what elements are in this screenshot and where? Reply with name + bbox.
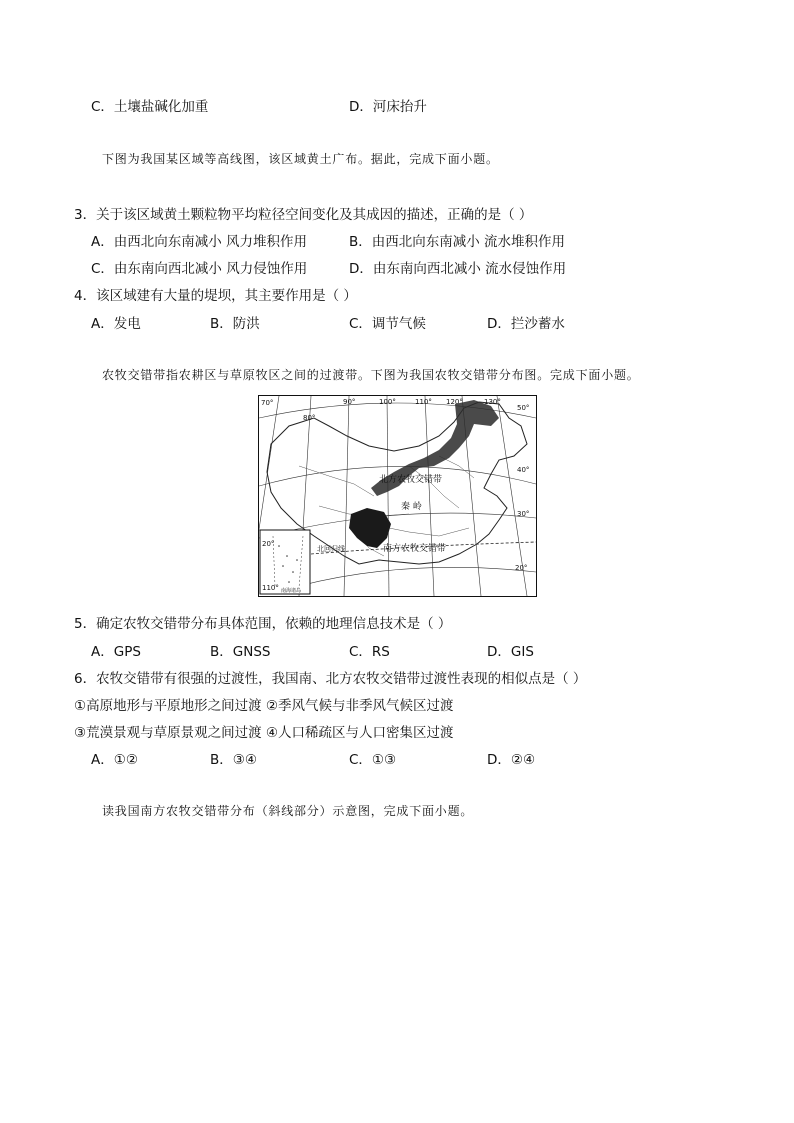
q4-option-a: A．发电 — [91, 316, 141, 332]
q5-stem: 5．确定农牧交错带分布具体范围，依赖的地理信息技术是（ ） — [74, 616, 452, 632]
north-ecotone-label: 北方农牧交错带 — [379, 475, 443, 485]
q6-option-c: C．①③ — [349, 752, 397, 768]
q5-option-b: B．GNSS — [210, 644, 271, 660]
intro-south-ecotone: 读我国南方农牧交错带分布（斜线部分）示意图，完成下面小题。 — [102, 804, 474, 818]
q5-option-a: A．GPS — [91, 644, 141, 660]
q5-option-c: C．RS — [349, 644, 390, 660]
south-ecotone-zone — [349, 508, 391, 548]
lon-label-70: 70° — [261, 399, 274, 407]
lon-label-80: 80° — [303, 414, 316, 422]
q6-option-a: A．①② — [91, 752, 138, 768]
q6-stem: 6．农牧交错带有很强的过渡性，我国南、北方农牧交错带过渡性表现的相似点是（ ） — [74, 671, 587, 687]
lat-label-30: 30° — [517, 510, 530, 518]
q6-statements-1: ①高原地形与平原地形之间过渡 ②季风气候与非季风气候区过渡 — [74, 698, 454, 714]
lat-label-50: 50° — [517, 404, 530, 412]
prev-option-d: D．河床抬升 — [349, 99, 427, 115]
lon-label-90: 90° — [343, 398, 356, 406]
lon-label-110: 110° — [415, 398, 432, 406]
ecotone-map-svg — [259, 396, 536, 596]
q3-stem: 3．关于该区域黄土颗粒物平均粒径空间变化及其成因的描述，正确的是（ ） — [74, 207, 533, 223]
inset-name-label: 南海诸岛 — [281, 588, 302, 594]
qinling-label: 秦 岭 — [401, 502, 422, 512]
inset-lon-label: 110° — [262, 584, 279, 592]
prev-option-c: C．土壤盐碱化加重 — [91, 99, 209, 115]
q6-option-d: D．②④ — [487, 752, 536, 768]
q3-option-b: B．由西北向东南减小 流水堆积作用 — [349, 234, 566, 250]
q3-option-a: A．由西北向东南减小 风力堆积作用 — [91, 234, 308, 250]
q6-option-b: B．③④ — [210, 752, 257, 768]
intro-ecotone-map: 农牧交错带指农耕区与草原牧区之间的过渡带。下图为我国农牧交错带分布图。完成下面小题。 — [102, 368, 640, 382]
tropic-label: 北回归线 — [317, 545, 345, 553]
lon-label-130: 130° — [484, 398, 501, 406]
q4-stem: 4．该区域建有大量的堤坝，其主要作用是（ ） — [74, 288, 357, 304]
inset-lat-label: 20° — [262, 540, 275, 548]
lat-label-20: 20° — [515, 564, 528, 572]
q6-statements-2: ③荒漠景观与草原景观之间过渡 ④人口稀疏区与人口密集区过渡 — [74, 725, 454, 741]
q4-option-b: B．防洪 — [210, 316, 260, 332]
q5-option-d: D．GIS — [487, 644, 534, 660]
q4-option-c: C．调节气候 — [349, 316, 426, 332]
q4-option-d: D．拦沙蓄水 — [487, 316, 565, 332]
lon-label-120: 120° — [446, 398, 463, 406]
lon-label-100: 100° — [379, 398, 396, 406]
lat-label-40: 40° — [517, 466, 530, 474]
ecotone-map — [258, 395, 537, 597]
south-ecotone-label: 南方农牧交错带 — [383, 544, 447, 554]
intro-contour-map: 下图为我国某区域等高线图，该区域黄土广布。据此，完成下面小题。 — [102, 152, 499, 166]
q3-option-c: C．由东南向西北减小 风力侵蚀作用 — [91, 261, 308, 277]
q3-option-d: D．由东南向西北减小 流水侵蚀作用 — [349, 261, 567, 277]
